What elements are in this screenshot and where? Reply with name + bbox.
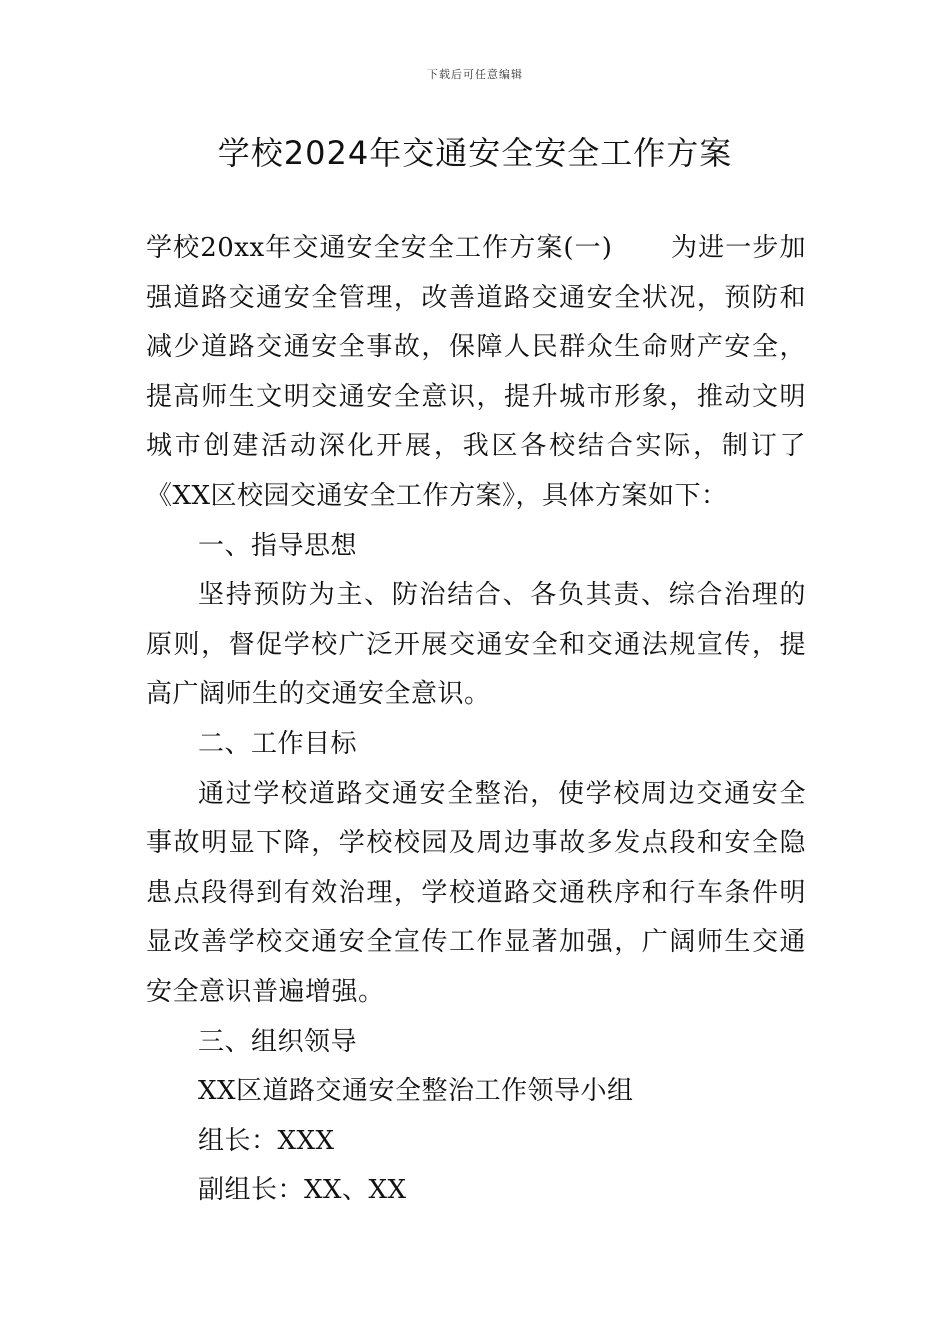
section-3-line-deputy: 副组长：XX、XX — [198, 1175, 407, 1206]
intro-body: 为进一步加强道路交通安全管理，改善道路交通安全状况，预防和减少道路交通安全事故，保障人民群众生命财产安全，提高师生文明交通安全意识，提升城市形象，推动文明城市创建活动深化开展，我区各校结合实际，制订了《XX区校园交通安全工作方案》，具体方案如下： — [146, 233, 806, 511]
section-1-body: 坚持预防为主、防治结合、各负其责、综合治理的原则，督促学校广泛开展交通安全和交通法规宣传，提高广阔师生的交通安全意识。 — [146, 580, 806, 710]
intro-paragraph — [146, 224, 806, 522]
intro-heading: 学校20xx年交通安全安全工作方案(一) — [146, 233, 613, 263]
section-3-heading: 三、组织领导 — [198, 1026, 358, 1057]
document-title: 学校2024年交通安全安全工作方案 — [217, 134, 733, 172]
header-note: 下载后可任意编辑 — [427, 68, 523, 81]
document-body — [146, 224, 806, 1216]
section-3-line-group: XX区道路交通安全整治工作领导小组 — [198, 1076, 634, 1107]
section-1-heading: 一、指导思想 — [198, 530, 358, 561]
section-2-heading: 二、工作目标 — [198, 728, 358, 759]
section-3-line-leader: 组长：XXX — [198, 1125, 335, 1156]
section-2-body: 通过学校道路交通安全整治，使学校周边交通安全事故明显下降，学校校园及周边事故多发点段和安全隐患点段得到有效治理，学校道路交通秩序和行车条件明显改善学校交通安全宣传工作显著加强，广阔师生交通安全意识普遍增强。 — [146, 778, 806, 1007]
